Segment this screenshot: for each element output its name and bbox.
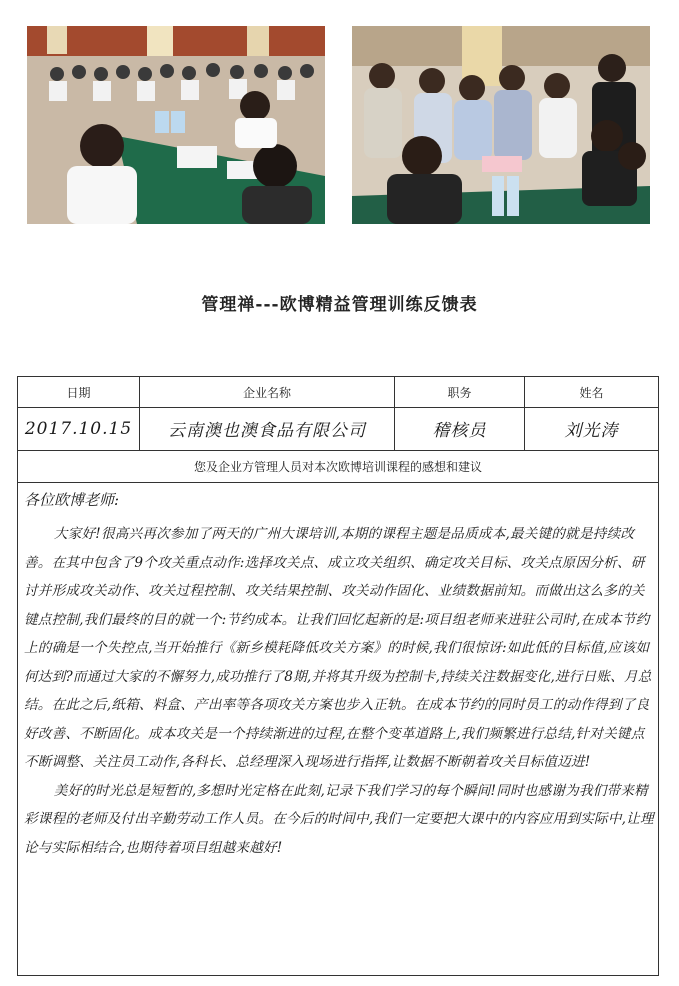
date-value: 2017.10.15 [18,407,140,450]
position-header: 职务 [395,377,525,407]
handwritten-feedback [24,489,654,862]
name-value: 刘光涛 [564,421,619,441]
feedback-form-table [17,376,659,976]
company-header: 企业名称 [140,377,395,407]
feedback-prompt: 您及企业方管理人员对本次欧博培训课程的感想和建议 [193,459,482,474]
date-header: 日期 [18,377,140,407]
group-discussion-photo [352,26,650,224]
classroom-training-photo [27,26,325,224]
form-title: 管理禅---欧博精益管理训练反馈表 [201,295,478,315]
greeting: 各位欧博老师: [24,491,120,509]
name-header: 姓名 [579,385,604,400]
feedback-paragraph-2: 美好的时光总是短暂的,多想时光定格在此刻,记录下我们学习的每个瞬间!同时也感谢为我们带来精彩课程的老师及付出辛勤劳动工作人员。在今后的时间中,我们一定要把大课中的内容应用到实际中,让理论与实际相结合,也期待着项目组越来越好! [24,782,654,856]
prompt-row [18,450,658,483]
company-value: 云南澳也澳食品有限公司 [140,407,395,450]
values-row [18,407,658,451]
header-row [18,377,658,408]
position-value: 稽核员 [395,407,525,450]
feedback-paragraph-1: 大家好!很高兴再次参加了两天的广州大课培训,本期的课程主题是品质成本,最关键的就是持续改善。在其中包含了9个攻关重点动作:选择攻关点、成立攻关组织、确定攻关目标、攻关点原因分析、研讨并形成攻关动作、攻关过程控制、攻关结果控制、攻关动作固化、业绩数据前知。而做出这么多的关键点控制,我们最终的目的就一个:节约成本。让我们回忆起新的是:项目组老师来进驻公司时,在成本节约上的确是一个失控点,当开始推行《新乡模耗降低攻关方案》的时候,我们很惊讶:如此低的目标值,应该如何达到?而通过大家的不懈努力,成功推行了8期,并将其升级为控制卡,持续关注数据变化,进行日账、月总结。在此之后,纸箱、料盒、产出率等各项攻关方案也步入正轨。在成本节约的同时员工的动作得到了良好改善、不断固化。成本攻关是一个持续渐进的过程,在整个变革道路上,我们频繁进行总结,针对关键点不断调整、关注员工动作,各科长、总经理深入现场进行指挥,让数据不断朝着攻关目标值迈进! [24,526,652,770]
